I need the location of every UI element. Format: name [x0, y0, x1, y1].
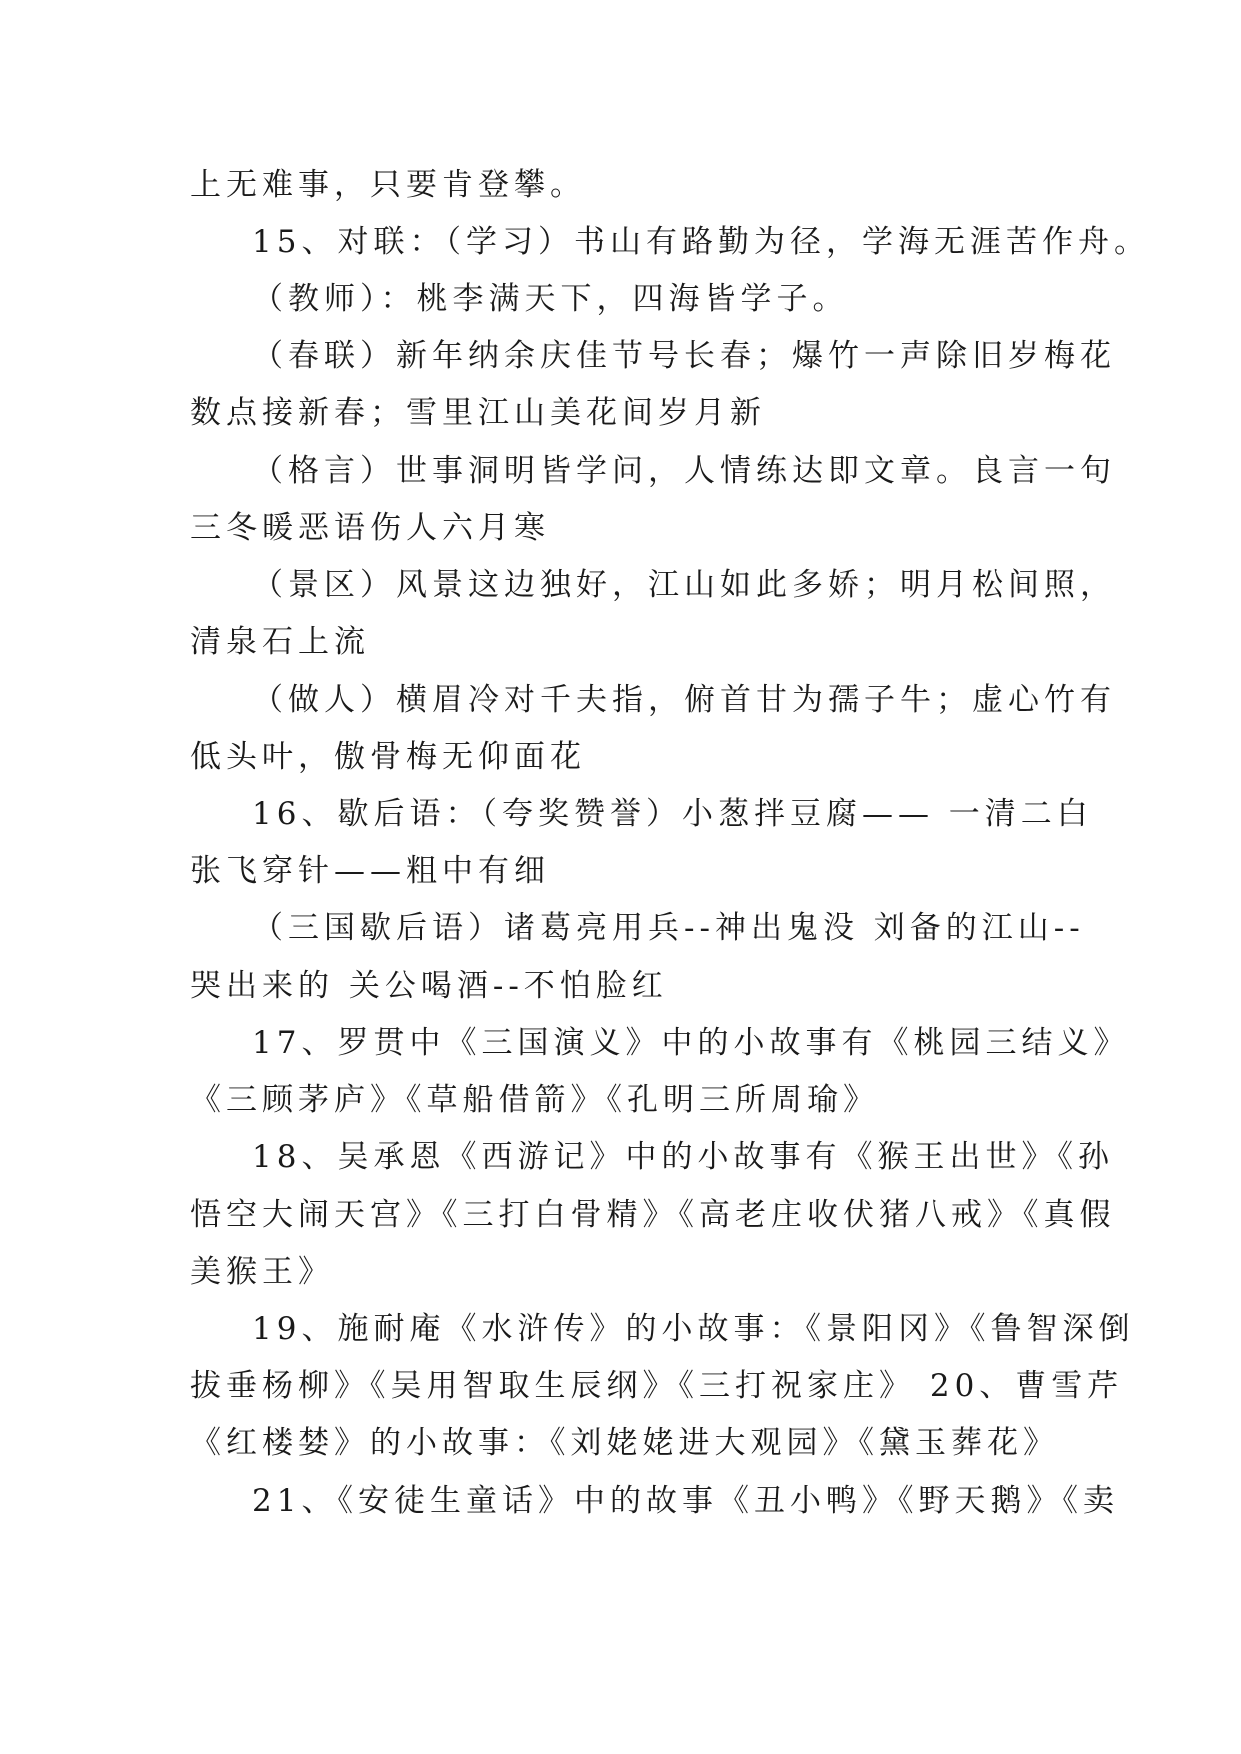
text-line: 张飞穿针——粗中有细 [190, 853, 550, 889]
text-line: 17、罗贯中《三国演义》中的小故事有《桃园三结义》 [252, 1025, 1130, 1061]
text-line: 拔垂杨柳》《吴用智取生辰纲》《三打祝家庄》 20、曹雪芹 [190, 1368, 1124, 1404]
text-line: 上无难事，只要肯登攀。 [190, 167, 586, 203]
text-line: 15、对联：（学习）书山有路勤为径，学海无涯苦作舟。 [252, 224, 1150, 260]
text-line: 18、吴承恩《西游记》中的小故事有《猴王出世》《孙 [252, 1139, 1114, 1175]
text-line: （教师）：桃李满天下，四海皆学子。 [252, 281, 849, 317]
text-line: （三国歇后语）诸葛亮用兵--神出鬼没 刘备的江山-- [252, 910, 1085, 946]
text-line: 19、施耐庵《水浒传》的小故事：《景阳冈》《鲁智深倒 [252, 1311, 1135, 1347]
text-line: （春联）新年纳余庆佳节号长春；爆竹一声除旧岁梅花 [252, 338, 1116, 374]
text-line: 哭出来的 关公喝酒--不怕脸红 [190, 968, 668, 1004]
text-line: 三冬暖恶语伤人六月寒 [190, 510, 550, 546]
text-line: （做人）横眉冷对千夫指，俯首甘为孺子牛；虚心竹有 [252, 682, 1116, 718]
text-line: 数点接新春；雪里江山美花间岁月新 [190, 395, 766, 431]
text-line: 《红楼婪》的小故事：《刘姥姥进大观园》《黛玉葬花》 [190, 1425, 1059, 1461]
text-line: 16、歇后语：（夸奖赞誉）小葱拌豆腐—— 一清二白 [252, 796, 1093, 832]
text-line: 悟空大闹天宫》《三打白骨精》《高老庄收伏猪八戒》《真假 [190, 1197, 1116, 1233]
text-line: （格言）世事洞明皆学问，人情练达即文章。良言一句 [252, 453, 1116, 489]
text-line: （景区）风景这边独好，江山如此多娇；明月松间照， [252, 567, 1116, 603]
text-line: 《三顾茅庐》《草船借箭》《孔明三所周瑜》 [190, 1082, 879, 1118]
text-line: 21、《安徒生童话》中的故事《丑小鸭》《野天鹅》《卖 [252, 1483, 1119, 1519]
text-line: 清泉石上流 [190, 624, 370, 660]
text-line: 低头叶，傲骨梅无仰面花 [190, 739, 586, 775]
text-line: 美猴王》 [190, 1254, 334, 1290]
